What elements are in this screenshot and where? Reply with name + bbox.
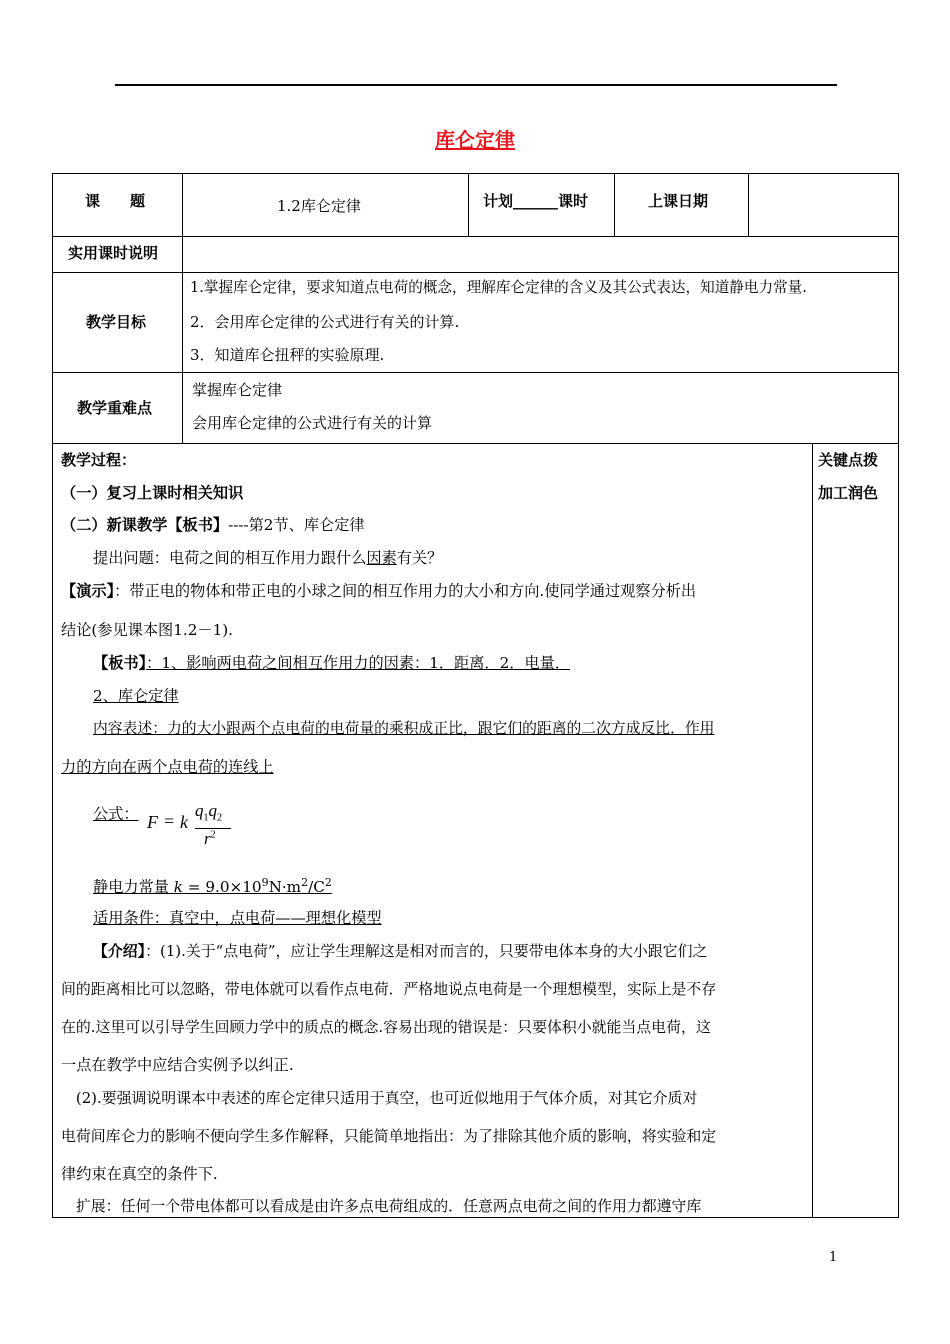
content-line: 内容表述：力的大小跟两个点电荷的电荷量的乘积成正比，跟它们的距离的二次方成反比．作用	[93, 720, 715, 737]
review-heading: （一）复习上课时相关知识	[61, 484, 244, 502]
formula-equals: =	[164, 811, 175, 831]
point2-line: 律约束在真空的条件下.	[61, 1165, 218, 1183]
question-line: 提出问题：电荷之间的相互作用力跟什么因素有关？	[93, 549, 443, 567]
objective-item: 1.掌握库仑定律，要求知道点电荷的概念，理解库仑定律的含义及其公式表达，知道静电力常量.	[190, 279, 807, 296]
key-point-item: 掌握库仑定律	[192, 381, 283, 399]
objective-item: 3．知道库仑扭秤的实验原理.	[190, 346, 385, 364]
page-number: 1	[829, 1250, 838, 1265]
objectives-label: 教学目标	[86, 313, 147, 331]
content-line: 力的方向在两个点电荷的连线上	[61, 758, 274, 776]
point2-line: 电荷间库仑力的影响不便向学生多作解释，只能简单地指出：为了排除其他介质的影响，将实验和定	[61, 1127, 717, 1145]
formula-label: 公式：	[93, 805, 139, 823]
side-note-1: 关键点拨	[818, 451, 879, 469]
point2-line: (2).要强调说明课本中表述的库仑定律只适用于真空，也可近似地用于气体介质，对其它介质对	[61, 1089, 698, 1107]
intro-line: 一点在教学中应结合实例予以纠正.	[61, 1056, 294, 1074]
topic-label: 课 题	[85, 192, 146, 210]
demo-line: 【演示】：带正电的物体和带正电的小球之间的相互作用力的大小和方向.使同学通过观察分析出	[61, 582, 697, 600]
extend-line: 扩展：任何一个带电体都可以看成是由许多点电荷组成的．任意两点电荷之间的作用力都遵守库	[61, 1197, 702, 1215]
formula-q1: $q_1q_2$	[195, 801, 222, 824]
side-note-2: 加工润色	[818, 484, 879, 502]
key-point-item: 会用库仑定律的公式进行有关的计算	[192, 414, 433, 432]
condition-line: 适用条件：真空中，点电荷——理想化模型	[93, 909, 382, 927]
intro-line: 在的.这里可以引导学生回顾力学中的质点的概念.容易出现的错误是：只要体积小就能当点电荷，这	[61, 1018, 711, 1036]
intro-line: 间的距离相比可以忽略，带电体就可以看作点电荷．严格地说点电荷是一个理想模型，实际上是不存	[61, 980, 717, 998]
constant-line: 静电力常量 $k = 9.0\times 10^9N\cdot m^2/C^2$	[93, 876, 332, 897]
law-heading: 2、库仑定律	[93, 687, 179, 705]
topic-value: 1.2库仑定律	[277, 197, 361, 215]
header-rule	[115, 84, 837, 86]
board-line: 【板书】：1、影响两电荷之间相互作用力的因素：1．距离．2．电量．	[93, 654, 571, 672]
new-lesson-heading: （二）新课教学【板书】----第2节、库仑定律	[61, 516, 365, 534]
practical-note-label: 实用课时说明	[68, 244, 159, 262]
intro-line: 【介绍】：(1).关于“点电荷”，应让学生理解这是相对而言的，只要带电体本身的大小跟它们之	[93, 942, 708, 960]
formula-r: $r^2$	[204, 829, 216, 848]
class-date-label: 上课日期	[648, 192, 709, 210]
demo-line: 结论(参见课本图1.2－1).	[61, 621, 233, 639]
key-points-label: 教学重难点	[77, 399, 153, 417]
formula-F: F	[147, 812, 158, 832]
formula-k: k	[180, 812, 188, 832]
page-title: 库仑定律	[435, 128, 515, 152]
process-heading: 教学过程：	[61, 451, 137, 469]
plan-hours-label: 计划______课时	[483, 192, 589, 210]
objective-item: 2．会用库仑定律的公式进行有关的计算.	[190, 313, 460, 331]
